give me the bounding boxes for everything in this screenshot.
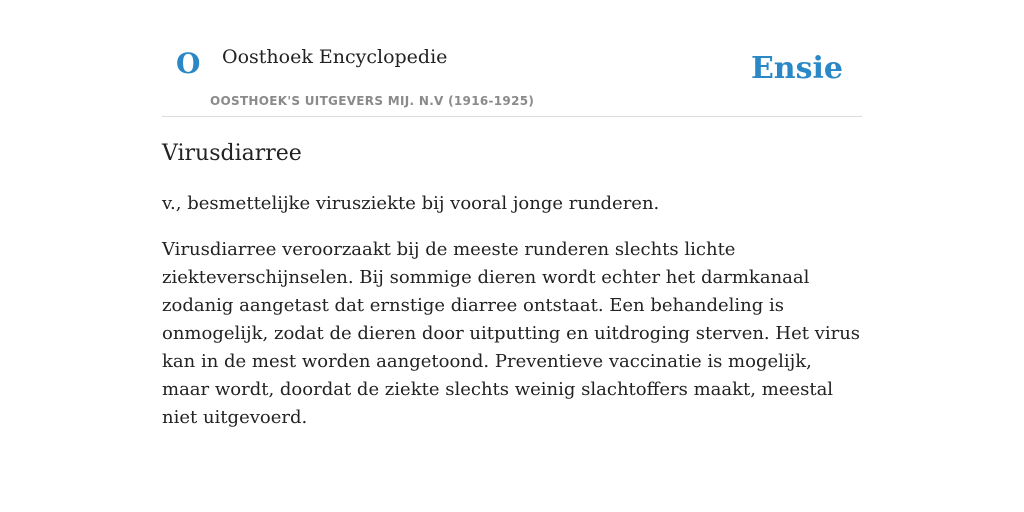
entry-definition: v., besmettelijke virusziekte bij vooral jonge runderen. [162,193,660,214]
entry-content [162,138,862,432]
publisher-label: OOSTHOEK'S UITGEVERS MIJ. N.V (1916-1925) [210,94,535,108]
source-logo[interactable]: O [176,47,201,80]
source-title[interactable]: Oosthoek Encyclopedie [222,46,448,68]
source-header [162,0,862,117]
entry-headword: Virusdiarree [162,141,302,166]
entry-body: Virusdiarree veroorzaakt bij de meeste runderen slechts lichte ziekteverschijnselen. Bij sommige dieren wordt echter het darmkanaal zodanig aangetast dat ernstige diarree ontstaat. Een behandeling is onmogelijk, zodat de dieren door uitputting en uitdroging sterven. Het virus kan in de mest worden aangetoond. Preventieve vaccinatie is mogelijk, maar wordt, doordat de ziekte slechts weinig slachtoffers maakt, meestal niet uitgevoerd. [162,239,861,428]
ensie-logo-link[interactable]: Ensie [750,51,843,86]
